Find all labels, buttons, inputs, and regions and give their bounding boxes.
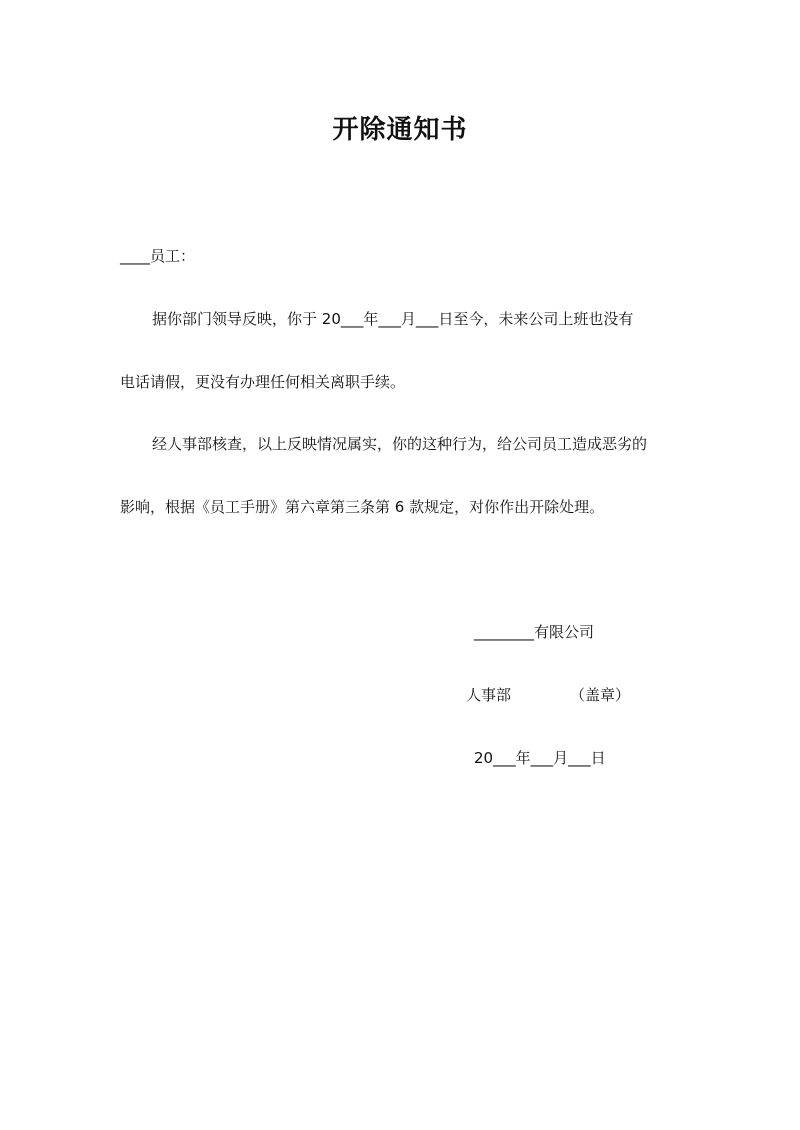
signature-date: 20___年___月___日 — [474, 749, 606, 767]
signature-seal: （盖章） — [570, 686, 631, 704]
paragraph-1-line-2: 电话请假，更没有办理任何相关离职手续。 — [120, 373, 406, 391]
paragraph-2-line-2: 影响，根据《员工手册》第六章第三条第 6 款规定，对你作出开除处理。 — [120, 498, 605, 516]
signature-company: ________有限公司 — [474, 623, 595, 641]
salutation: ____员工： — [120, 247, 196, 265]
signature-department: 人事部 — [466, 686, 512, 704]
document-title: 开除通知书 — [332, 115, 468, 145]
paragraph-2-line-1: 经人事部核查，以上反映情况属实，你的这种行为，给公司员工造成恶劣的 — [152, 435, 648, 453]
paragraph-1-line-1: 据你部门领导反映，你于 20___年___月___日至今，未来公司上班也没有 — [152, 310, 634, 328]
